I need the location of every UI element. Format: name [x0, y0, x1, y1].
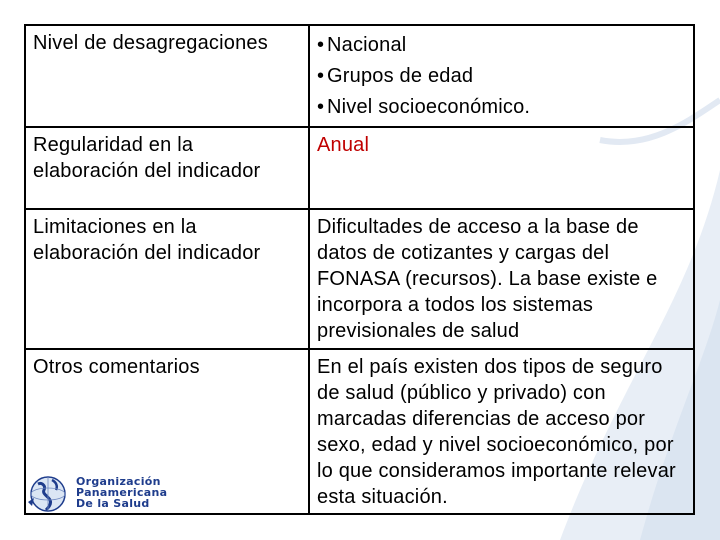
- row-value-otros-comentarios: En el país existen dos tipos de seguro de salud (público y privado) con marcadas diferencias de acceso por sexo, edad y nivel socioeconómico, por lo que consideramos importante relevar esta situación.: [309, 349, 694, 514]
- row-label-regularidad: Regularidad en la elaboración del indicador: [25, 127, 309, 209]
- list-item: • Grupos de edad: [317, 65, 474, 87]
- bullet-list: [317, 30, 686, 123]
- indicator-info-table: [24, 24, 695, 515]
- row-value-desagregaciones: [309, 25, 694, 127]
- logo-text: Organización Panamericana De la Salud: [76, 475, 168, 510]
- row-label-otros-comentarios: Otros comentarios: [25, 349, 309, 514]
- paho-logo: [26, 472, 176, 516]
- row-label-limitaciones: Limitaciones en la elaboración del indicador: [25, 209, 309, 349]
- table-row: [25, 209, 694, 349]
- table-row: [25, 127, 694, 209]
- row-value-limitaciones: Dificultades de acceso a la base de datos de cotizantes y cargas del FONASA (recursos). La base existe e incorpora a todos los sistemas previsionales de salud: [309, 209, 694, 349]
- row-value-regularidad: Anual: [309, 127, 694, 209]
- list-item: • Nacional: [317, 34, 407, 56]
- table-row: [25, 25, 694, 127]
- globe-icon: [26, 472, 72, 516]
- list-item: • Nivel socioeconómico.: [317, 96, 531, 118]
- row-label-desagregaciones: Nivel de desagregaciones: [25, 25, 309, 127]
